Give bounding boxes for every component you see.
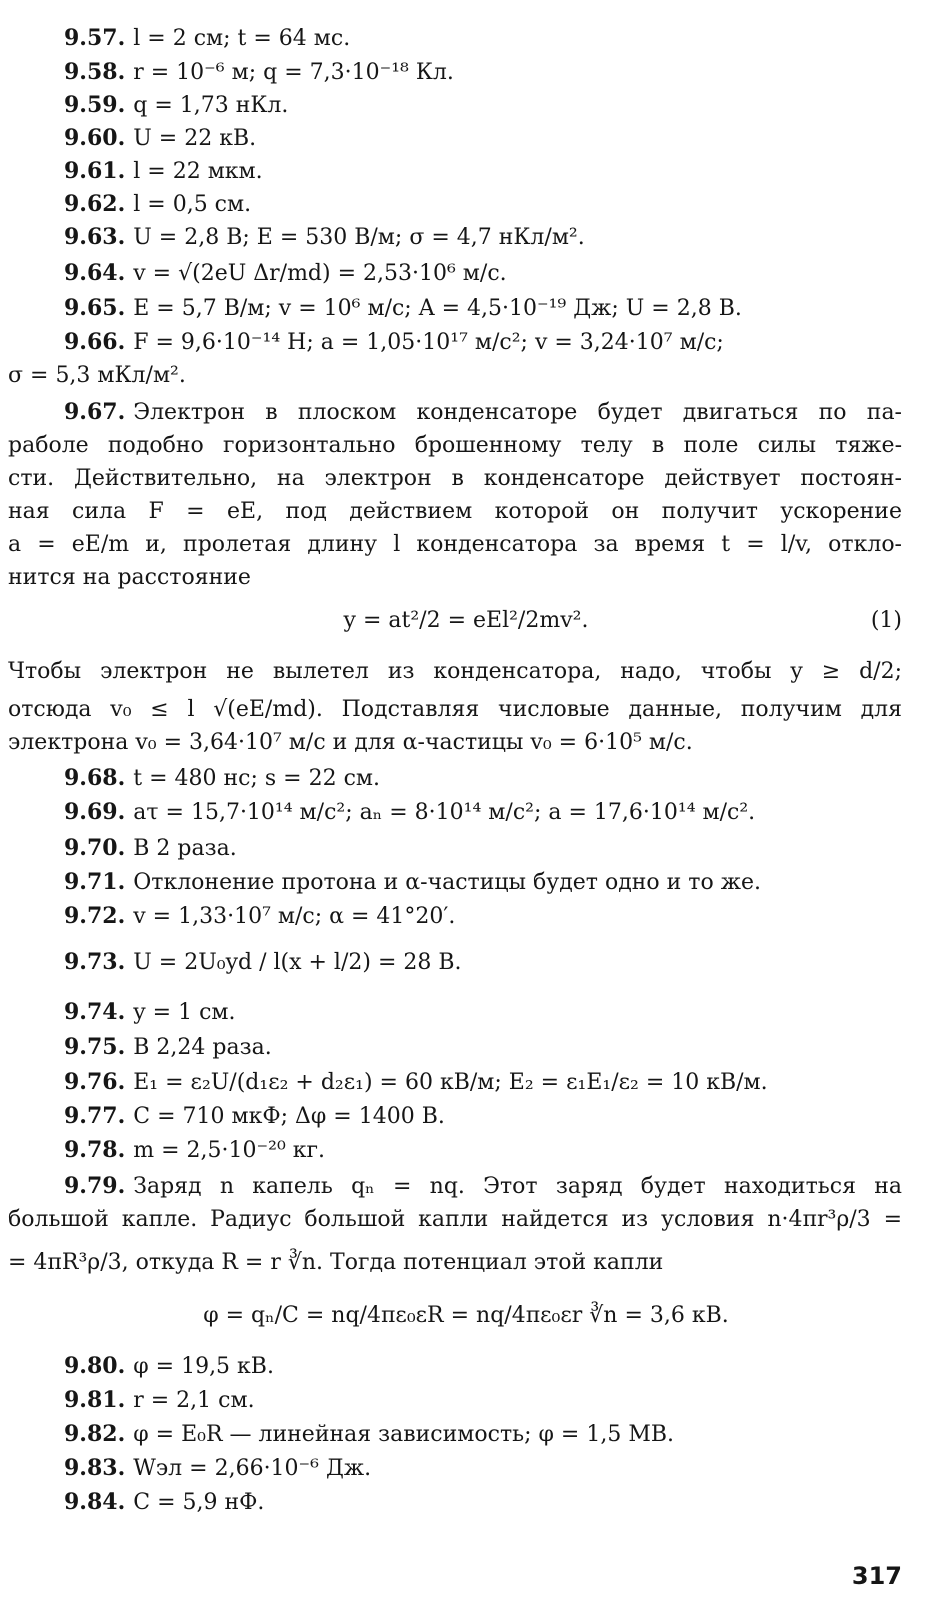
- page-number: 317: [851, 1562, 902, 1590]
- answer-line: 9.80. φ = 19,5 кВ.: [64, 1353, 274, 1379]
- display-formula: y = at²/2 = eEl²/2mv². (1): [0, 605, 932, 637]
- answer-line: 9.59. q = 1,73 нКл.: [64, 92, 289, 118]
- answer-line: 9.70. В 2 раза.: [64, 835, 237, 861]
- paragraph-line: 9.79. Заряд n капель qₙ = nq. Этот заряд будет находиться на: [64, 1173, 902, 1199]
- answer-line: 9.76. E₁ = ε₂U/(d₁ε₂ + d₂ε₁) = 60 кВ/м; E₂ = ε₁E₁/ε₂ = 10 кВ/м.: [64, 1069, 768, 1095]
- paragraph-line: нится на расстояние: [8, 565, 251, 590]
- paragraph-line: отсюда v₀ ≤ l √(eE/md). Подставляя числовые данные, получим для: [8, 697, 902, 722]
- answer-line: 9.60. U = 22 кВ.: [64, 125, 257, 151]
- answer-line: 9.66. F = 9,6·10⁻¹⁴ Н; a = 1,05·10¹⁷ м/с²; v = 3,24·10⁷ м/с;: [64, 329, 724, 355]
- answer-line: 9.69. aτ = 15,7·10¹⁴ м/с²; aₙ = 8·10¹⁴ м/с²; a = 17,6·10¹⁴ м/с².: [64, 799, 756, 825]
- paragraph-line: электрона v₀ = 3,64·10⁷ м/с и для α-частицы v₀ = 6·10⁵ м/с.: [8, 730, 693, 755]
- answer-line: 9.63. U = 2,8 В; E = 530 В/м; σ = 4,7 нКл/м².: [64, 224, 585, 250]
- answer-line: 9.74. y = 1 см.: [64, 999, 236, 1025]
- answer-line: 9.77. C = 710 мкФ; Δφ = 1400 В.: [64, 1103, 445, 1129]
- answer-line: 9.72. v = 1,33·10⁷ м/с; α = 41°20′.: [64, 903, 456, 929]
- answer-line: 9.62. l = 0,5 см.: [64, 191, 252, 217]
- paragraph-line: a = eE/m и, пролетая длину l конденсатора за время t = l/v, откло-: [8, 532, 902, 557]
- answer-line: 9.61. l = 22 мкм.: [64, 158, 263, 184]
- paragraph-line: большой капле. Радиус большой капли найдется из условия n·4πr³ρ/3 =: [8, 1207, 902, 1232]
- paragraph-line: Чтобы электрон не вылетел из конденсатора, надо, чтобы y ≥ d/2;: [8, 659, 902, 684]
- answer-line: 9.84. C = 5,9 нФ.: [64, 1489, 265, 1515]
- answer-line: 9.81. r = 2,1 см.: [64, 1387, 255, 1413]
- display-formula: φ = qₙ/C = nq/4πε₀εR = nq/4πε₀εr ∛n = 3,6 кВ.: [203, 1303, 729, 1328]
- answer-line: 9.64. v = √(2eU Δr/md) = 2,53·10⁶ м/с.: [64, 260, 507, 286]
- answer-line: 9.71. Отклонение протона и α-частицы будет одно и то же.: [64, 869, 761, 895]
- answer-line: 9.58. r = 10⁻⁶ м; q = 7,3·10⁻¹⁸ Кл.: [64, 59, 454, 85]
- answer-line: 9.73. U = 2U₀yd / l(x + l/2) = 28 В.: [64, 949, 462, 975]
- paragraph-line: сти. Действительно, на электрон в конденсаторе действует постоян-: [8, 466, 902, 491]
- equation-number: (1): [870, 608, 902, 633]
- answer-line: 9.82. φ = E₀R — линейная зависимость; φ = 1,5 МВ.: [64, 1421, 675, 1447]
- answer-line: 9.83. Wэл = 2,66·10⁻⁶ Дж.: [64, 1455, 372, 1481]
- paragraph-line: ная сила F = eE, под действием которой он получит ускорение: [8, 499, 902, 524]
- answer-line: 9.57. l = 2 см; t = 64 мс.: [64, 25, 351, 51]
- paragraph-line: раболе подобно горизонтально брошенному телу в поле силы тяже-: [8, 433, 902, 458]
- answer-line: 9.65. E = 5,7 В/м; v = 10⁶ м/с; A = 4,5·10⁻¹⁹ Дж; U = 2,8 В.: [64, 295, 742, 321]
- answer-line: 9.68. t = 480 нс; s = 22 см.: [64, 765, 381, 791]
- answer-line: 9.75. В 2,24 раза.: [64, 1034, 272, 1060]
- paragraph-line: = 4πR³ρ/3, откуда R = r ∛n. Тогда потенциал этой капли: [8, 1250, 664, 1275]
- paragraph-line: 9.67. Электрон в плоском конденсаторе будет двигаться по па-: [64, 399, 902, 425]
- answer-continuation: σ = 5,3 мКл/м².: [8, 363, 186, 388]
- answer-line: 9.78. m = 2,5·10⁻²⁰ кг.: [64, 1137, 326, 1163]
